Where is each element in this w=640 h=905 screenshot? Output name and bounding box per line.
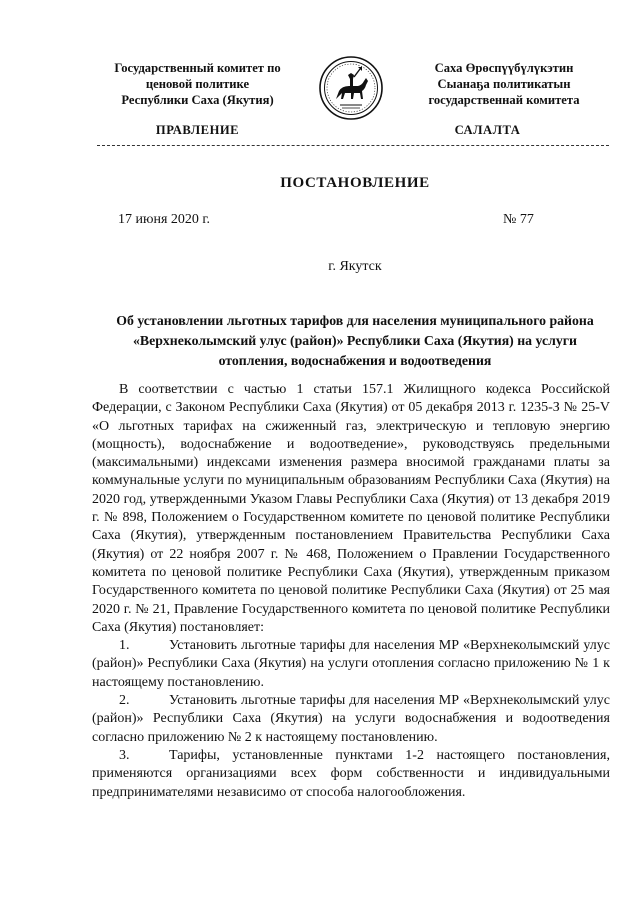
list-item xyxy=(92,637,610,692)
header-right-line-2: Сыанаҕа политикатын xyxy=(437,77,571,91)
header-divider xyxy=(97,145,609,146)
list-item-text: Тарифы, установленные пунктами 1-2 настоящего постановления, применяются организациями всех форм собственности и индивидуальными предпринимателями независимо от способа налогообложения. xyxy=(92,747,610,800)
header-left-line-2: ценовой политике xyxy=(145,77,250,91)
document-title: ПОСТАНОВЛЕНИЕ xyxy=(280,175,430,191)
header-left xyxy=(95,60,300,108)
department-right: САЛАЛТА xyxy=(454,123,521,137)
list-item xyxy=(92,747,610,802)
document-subject: Об установлении льготных тарифов для населения муниципального района «Верхнеколымский улус (район)» Республики Саха (Якутия) на услуги отопления, водоснабжения и водоотведения xyxy=(116,313,594,368)
list-item-number: 3. xyxy=(119,747,130,763)
preamble-paragraph: В соответствии с частью 1 статьи 157.1 Жилищного кодекса Российской Федерации, с Законом Республики Саха (Якутия) от 05 декабря 2013 г. 1235-З № 25-V «О льготных тарифах на сжиженный газ, электрическую и тепловую энергию (мощность), водоснабжение и водоотведение», руководствуясь предельными (максимальными) индексами изменения размера вносимой гражданами платы за коммунальные услуги по муниципальным образованиям Республики Саха (Якутия) на 2020 год, утвержденными Указом Главы Республики Саха (Якутия) от 13 декабря 2019 г. № 898, Положением о Государственном комитете по ценовой политике Республики Саха (Якутия), утвержденным постановлением Правительства Республики Саха (Якутия) от 22 ноября 2007 г. № 468, Положением о Правлении Государственного комитета по ценовой политике Республики Саха (Якутия), утвержденным приказом Государственного комитета по ценовой политике Республики Саха (Якутия) от 25 мая 2020 г. № 21, Правление Государственного комитета по ценовой политике Республики Саха (Якутия) постановляет: xyxy=(92,382,610,635)
list-item-number: 2. xyxy=(119,693,130,709)
list-item-text: Установить льготные тарифы для населения МР «Верхнеколымский улус (район)» Республики Саха (Якутия) на услуги водоснабжения и водоотведения согласно приложению № 2 к настоящему постановлению. xyxy=(92,693,610,745)
document-date: 17 июня 2020 г. xyxy=(118,212,211,227)
department-left: ПРАВЛЕНИЕ xyxy=(155,123,240,137)
list-item-number: 1. xyxy=(119,638,130,654)
header-right-line-3: государственнай комитета xyxy=(428,93,580,107)
header-right-line-1: Саха Өрөспүүбүлүкэтин xyxy=(434,61,574,75)
list-item xyxy=(92,692,610,747)
document-number: № 77 xyxy=(503,212,534,227)
list-item-text: Установить льготные тарифы для населения МР «Верхнеколымский улус (район)» Республики Саха (Якутия) на услуги отопления согласно приложению № 1 к настоящему постановлению. xyxy=(92,638,610,690)
header-left-line-3: Республики Саха (Якутия) xyxy=(121,93,274,107)
header-right xyxy=(398,60,610,108)
document-body xyxy=(92,381,610,802)
coat-of-arms-icon xyxy=(318,55,384,121)
document-city: г. Якутск xyxy=(328,259,382,274)
header-left-line-1: Государственный комитет по xyxy=(114,61,281,75)
